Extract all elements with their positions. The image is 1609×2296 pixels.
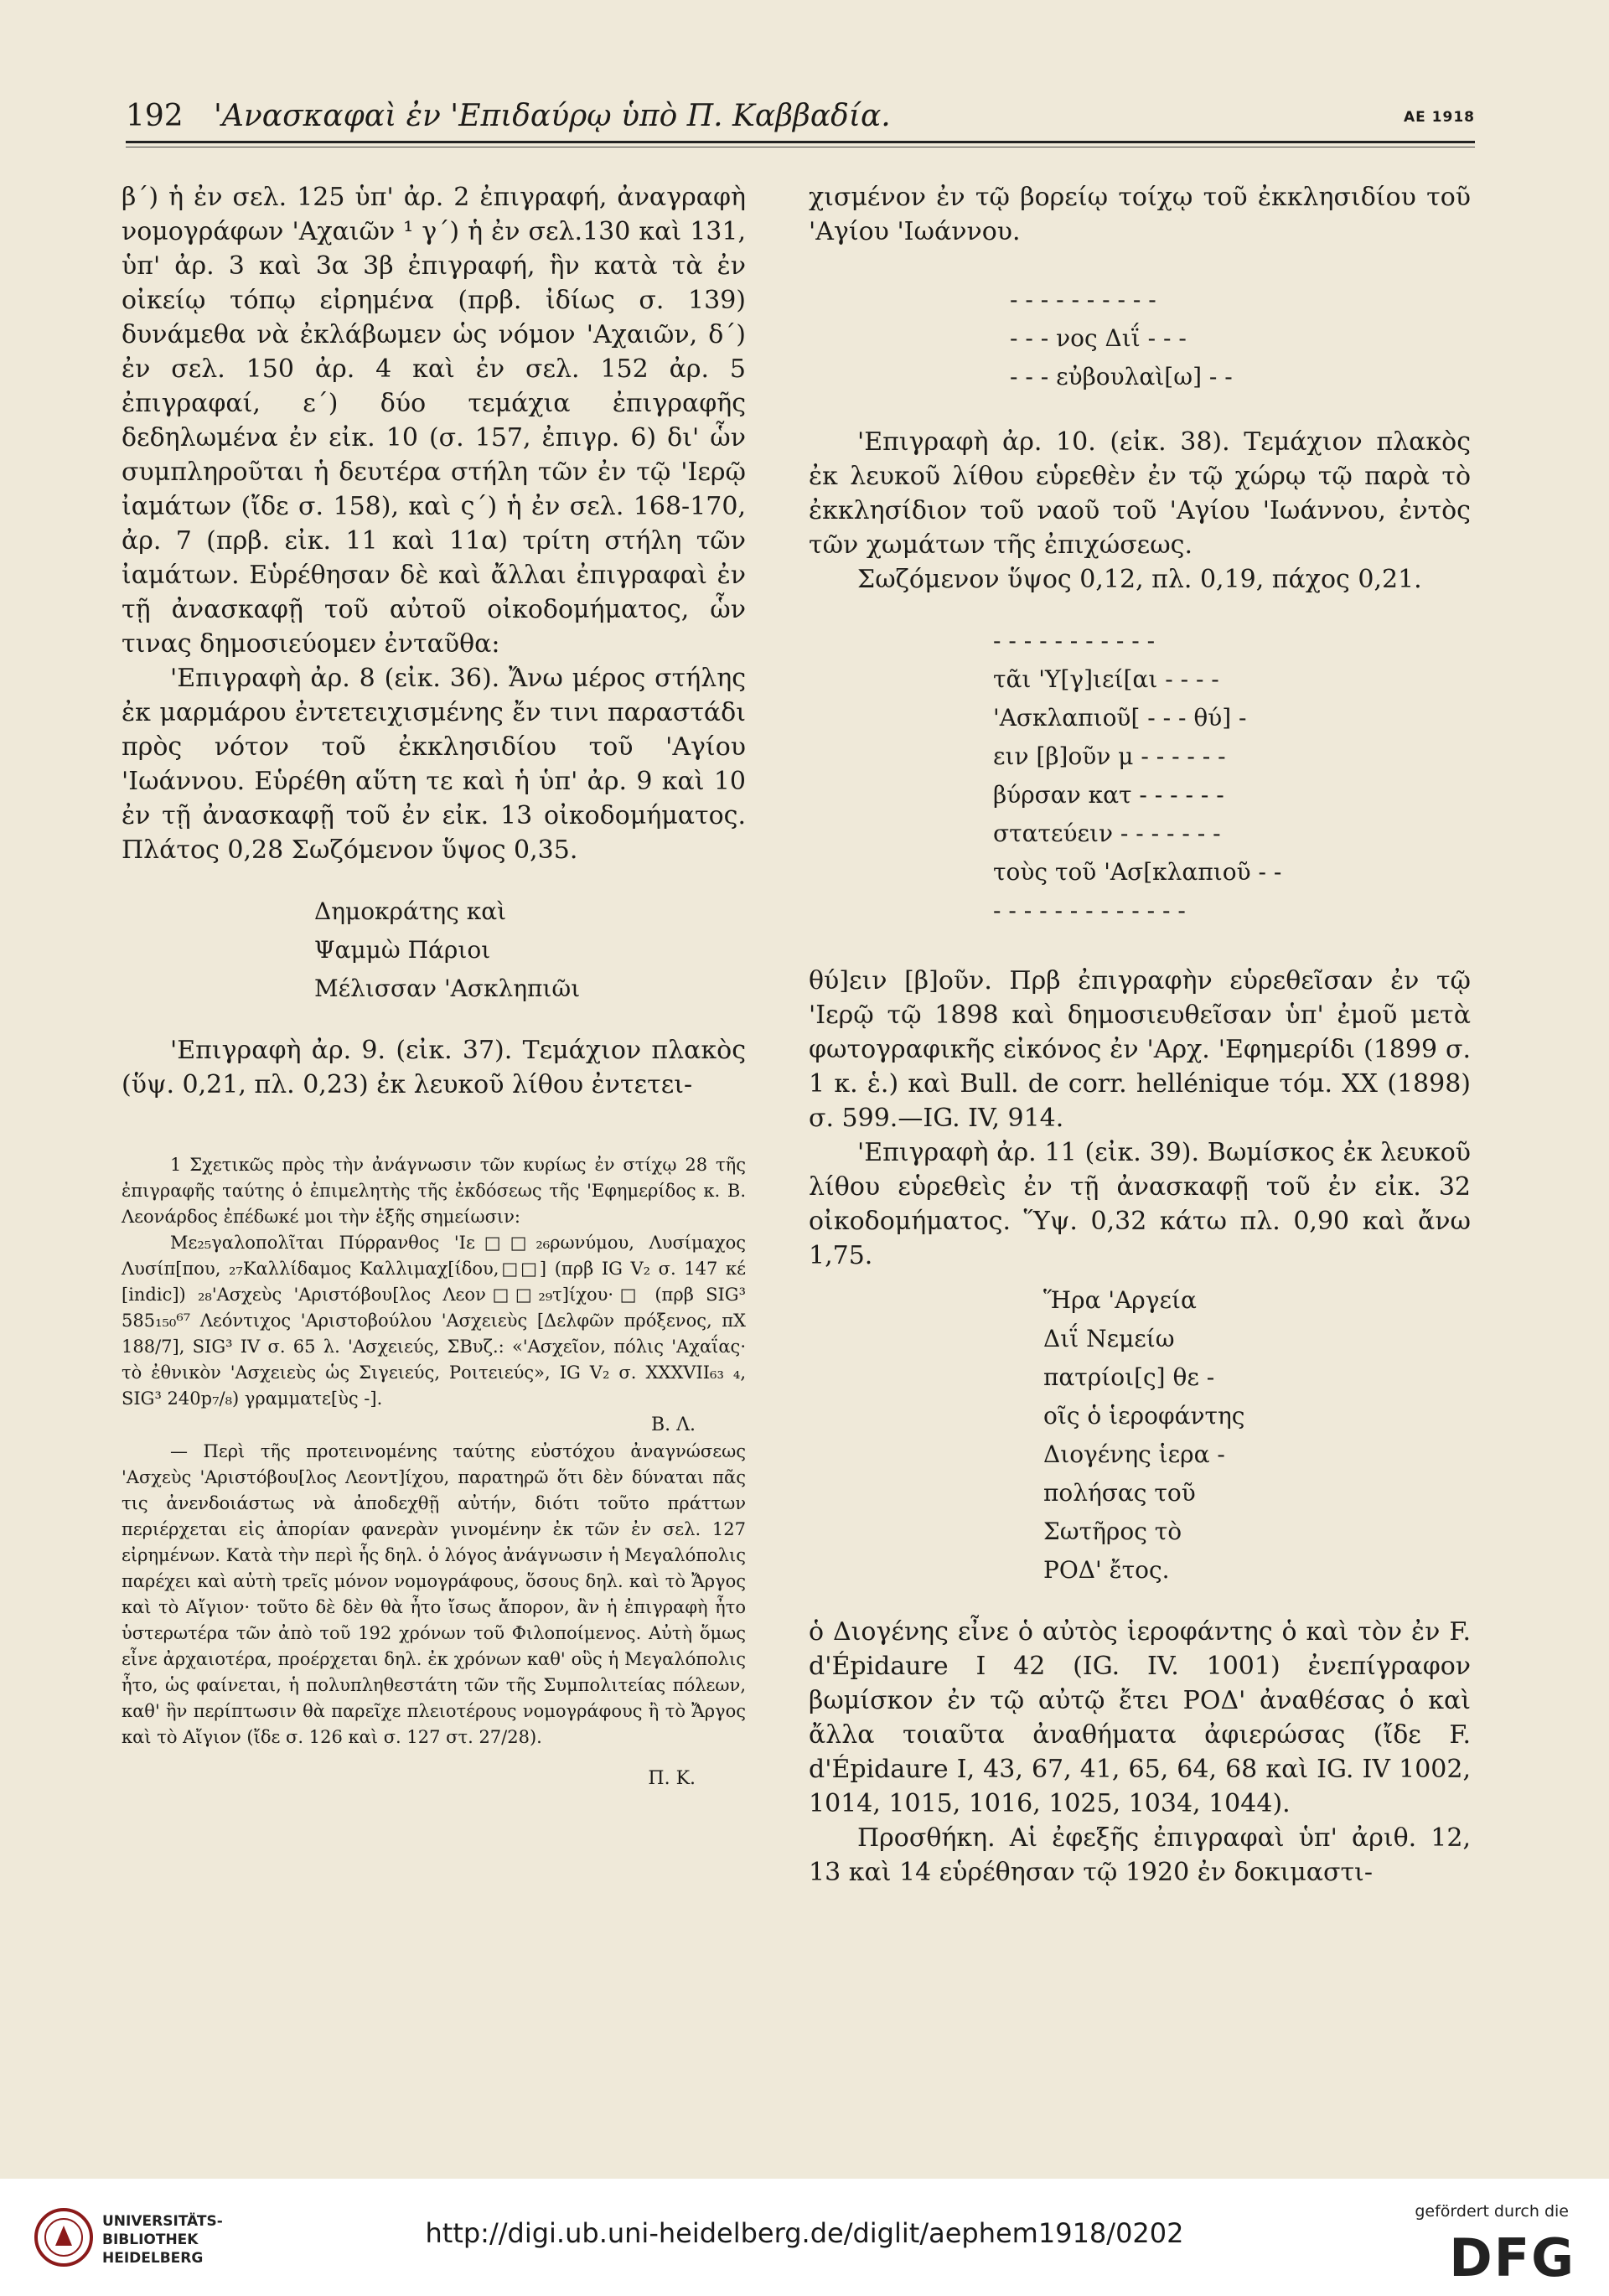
inscription-line: - - - εὐβουλαὶ[ω] - -: [1010, 363, 1233, 390]
paragraph: 'Επιγραφὴ ἀρ. 9. (εἰκ. 37). Τεμάχιον πλακὸς (ὕψ. 0,21, πλ. 0,23) ἐκ λευκοῦ λίθου ἐντετει-: [122, 1036, 746, 1099]
inscription-line: Ψαμμὼ Πάριοι: [314, 936, 491, 964]
footnote: Με₂₅γαλοπολῖται Πύρρανθος 'Ιε□□₂₆ρωνύμου, Λυσίμαχος Λυσίπ[που, ₂₇Καλλίδαμος Καλλιμαχ[ίδου,□□] (πρβ IG V₂ σ. 147 κέ [indic]) ₂₈'Ασχεὺς 'Αριστόβου[λος Λεον□□₂₉τ]ίχου·□ (πρβ SIG³ 585₁₅₀⁶⁷ Λεόντιχος 'Αριστοβούλου 'Ασχειεὺς [Δελφῶν πρόξενος, πΧ 188/7], SIG³ IV σ. 65 λ. 'Ασχειεύς, ΣΒυζ.: «'Ασχεῖον, πόλις 'Αχαΐας· τὸ ἐθνικὸν 'Ασχειεὺς ὡς Σιγειεύς, Ροιτειεύς», IG V₂ σ. XXXVII₆₃ ₄, SIG³ 240p₇/₈) γραμματε[ὺς -].: [122, 1233, 746, 1409]
paragraph: θύ]ειν [β]οῦν. Πρβ ἐπιγραφὴν εὑρεθεῖσαν ἐν τῷ 'Ιερῷ τῷ 1898 καὶ δημοσιευθεῖσαν ὑπ' ἐμοῦ μετὰ φωτογραφικῆς εἰκόνος ἐν 'Αρχ. 'Εφημερίδι (1899 σ. 1 κ. ἑ.) καὶ Bull. de corr. hellénique τόμ. XX (1898) σ. 599.—IG. IV, 914.: [809, 966, 1471, 1133]
footnote-signature: Β. Λ.: [650, 1414, 696, 1435]
inscription-8: [314, 892, 746, 1008]
inscription-line: οῖς ὁ ἱεροφάντης: [1043, 1402, 1245, 1430]
paragraph: χισμένον ἐν τῷ βορείῳ τοίχῳ τοῦ ἐκκλησιδίου τοῦ 'Αγίου 'Ιωάννου.: [809, 183, 1471, 246]
dfg-logo: DFG: [1449, 2227, 1575, 2288]
university-name: UNIVERSITÄTS- BIBLIOTHEK HEIDELBERG: [102, 2213, 223, 2267]
inscription-line: Δημοκράτης καὶ: [314, 897, 507, 925]
paragraph: Προσθήκη. Αἱ ἐφεξῆς ἐπιγραφαὶ ὑπ' ἀριθ. 12, 13 καὶ 14 εὑρέθησαν τῷ 1920 ἐν δοκιμαστι-: [809, 1823, 1471, 1887]
footnote: — Περὶ τῆς προτεινομένης ταύτης εὐστόχου ἀναγνώσεως 'Ασχεὺς 'Αριστόβου[λος Λεοντ]ίχου, παρατηρῶ ὅτι δὲν δύναται πᾶς τις ἀνενδοιάστως νὰ ἀποδεχθῇ αὐτήν, διότι τοῦτο πράττων περιέρχεται εἰς ἀπορίαν φανερὰν γινομένην ἐκ τῶν ἐν σελ. 127 εἰρημένων. Κατὰ τὴν περὶ ἧς δηλ. ὁ λόγος ἀνάγνωσιν ἡ Μεγαλόπολις παρέχει καὶ αὐτὴ τρεῖς μόνον νομογράφους, ὅσους δηλ. καὶ τὸ Ἄργος καὶ τὸ Αἴγιον· τοῦτο δὲ δὲν θὰ ἦτο ἴσως ἄπορον, ἂν ἡ ἐπιγραφὴ ἦτο ὑστερωτέρα τῶν ἀπὸ τοῦ 192 χρόνων τοῦ Φιλοποίμενος. Αὐτὴ ὅμως εἶνε ἀρχαιοτέρα, προέρχεται δηλ. ἐκ χρόνων καθ' οὓς ἡ Μεγαλόπολις ἦτο, ὡς φαίνεται, ἡ πολυπληθεστάτη τῶν τῆς Συμπολιτείας πόλεων, καθ' ἣν περίπτωσιν θὰ παρεῖχε πλειοτέρους νομογράφους ἢ τὸ Ἄργος καὶ τὸ Αἴγιον (ἴδε σ. 126 καὶ σ. 127 στ. 27/28).: [122, 1441, 746, 1747]
page-number: 192: [126, 99, 184, 133]
footnote: 1 Σχετικῶς πρὸς τὴν ἀνάγνωσιν τῶν κυρίως ἐν στίχῳ 28 τῆς ἐπιγραφῆς ταύτης ὁ ἐπιμελητὴς τῆς ἐκδόσεως τῆς 'Εφημερίδος κ. Β. Λεονάρδος ἐπέδωκέ μοι τὴν ἑξῆς σημείωσιν:: [122, 1155, 746, 1227]
header-rule: [126, 141, 1475, 143]
inscription-line: - - - - - - - - - - -: [993, 627, 1156, 654]
inscription-line: στατεύειν - - - - - - -: [993, 820, 1221, 847]
inscription-line: ειν [β]οῦν μ - - - - - -: [993, 742, 1226, 770]
inscription-line: Ἥρα 'Αργεία: [1043, 1286, 1197, 1314]
paragraph: β΄) ἡ ἐν σελ. 125 ὑπ' ἀρ. 2 ἐπιγραφή, ἀναγραφὴ νομογράφων 'Αχαιῶν ¹ γ΄) ἡ ἐν σελ.130 καὶ 131, ὑπ' ἀρ. 3 καὶ 3α 3β ἐπιγραφή, ἣν κατὰ τὰ ἐν οἰκείῳ τόπῳ εἰρημένα (πρβ. ἰδίως σ. 139) δυνάμεθα νὰ ἐκλάβωμεν ὡς νόμον 'Αχαιῶν, δ΄) ἐν σελ. 150 ἀρ. 4 καὶ ἐν σελ. 152 ἀρ. 5 ἐπιγραφαί, ε΄) δύο τεμάχια ἐπιγραφῆς δεδηλωμένα ἐν εἰκ. 10 (σ. 157, ἐπιγρ. 6) δι' ὧν συμπληροῦται ἡ δευτέρα στήλη τῶν ἐν τῷ 'Ιερῷ ἰαμάτων (ἴδε σ. 158), καὶ ς΄) ἡ ἐν σελ. 168-170, ἀρ. 7 (πρβ. εἰκ. 11 καὶ 11α) τρίτη στήλη τῶν ἰαμάτων. Εὑρέθησαν δὲ καὶ ἄλλαι ἐπιγραφαὶ ἐν τῇ ἀνασκαφῇ τοῦ αὐτοῦ οἰκοδομήματος, ὧν τινας δημοσιεύομεν ἐνταῦθα:: [122, 183, 746, 659]
right-column: [809, 180, 1471, 1890]
left-column: [122, 180, 746, 1792]
paragraph: Σωζόμενον ὕψος 0,12, πλ. 0,19, πάχος 0,21.: [857, 565, 1422, 594]
running-title: 'Ανασκαφαὶ ἐν 'Επιδαύρῳ ὑπὸ Π. Καββαδία.: [214, 99, 891, 133]
footnote-signature: Π. Κ.: [648, 1768, 696, 1789]
inscription-line: πολήσας τοῦ: [1043, 1479, 1196, 1507]
inscription-line: Μέλισσαν 'Ασκληπιῶι: [314, 975, 581, 1002]
paragraph: ὁ Διογένης εἶνε ὁ αὐτὸς ἱεροφάντης ὁ καὶ τὸν ἐν F. d'Épidaure I 42 (IG. IV. 1001) ἐνεπίγραφον βωμίσκον ἐν τῷ αὐτῷ ἔτει ΡΟΔ' ἀναθέσας ὁ καὶ ἄλλα τοιαῦτα ἀναθήματα ἀφιερώσας (ἴδε F. d'Épidaure I, 43, 67, 41, 65, 64, 68 καὶ IG. IV 1002, 1014, 1015, 1016, 1025, 1034, 1044).: [809, 1617, 1471, 1818]
inscription-10: [993, 622, 1471, 930]
inscription-line: - - - - - - - - - -: [1010, 286, 1156, 313]
footnotes: [122, 1152, 746, 1792]
paragraph: 'Επιγραφὴ ἀρ. 11 (εἰκ. 39). Βωμίσκος ἐκ λευκοῦ λίθου εὑρεθεὶς ἐν τῇ ἀνασκαφῇ τοῦ ἐν εἰκ. 32 οἰκοδομήματος. Ὕψ. 0,32 κάτω πλ. 0,90 καὶ ἄνω 1,75.: [809, 1138, 1471, 1270]
paragraph: 'Επιγραφὴ ἀρ. 8 (εἰκ. 36). Ἄνω μέρος στήλης ἐκ μαρμάρου ἐντετειχισμένης ἔν τινι παραστάδι πρὸς νότον τοῦ ἐκκλησιδίου τοῦ 'Αγίου 'Ιωάννου. Εὑρέθη αὕτη τε καὶ ἡ ὑπ' ἀρ. 9 καὶ 10 ἐν τῇ ἀνασκαφῇ τοῦ ἐν εἰκ. 13 οἰκοδομήματος. Πλάτος 0,28 Σωζόμενον ὕψος 0,35.: [122, 664, 746, 865]
journal-label: ΑΕ 1918: [1403, 109, 1475, 126]
inscription-line: 'Ασκλαπιοῦ[ - - - θύ] -: [993, 704, 1247, 732]
inscription-line: ΡΟΔ' ἔτος.: [1043, 1556, 1170, 1584]
running-header: [126, 99, 1475, 141]
source-url-link[interactable]: http://digi.ub.uni-heidelberg.de/diglit/aephem1918/0202: [425, 2217, 1184, 2249]
inscription-9: [1010, 281, 1471, 396]
inscription-line: Διΐ Νεμείω: [1043, 1325, 1175, 1352]
inscription-line: τᾶι 'Υ[γ]ιεί[αι - - - -: [993, 665, 1219, 693]
inscription-line: βύρσαν κατ - - - - - -: [993, 781, 1224, 809]
footer-bar: [0, 2179, 1609, 2296]
inscription-line: - - - νος Διΐ - - -: [1010, 324, 1187, 352]
inscription-line: Σωτῆρος τὸ: [1043, 1518, 1182, 1545]
funded-by-label: gefördert durch die: [1415, 2202, 1569, 2221]
inscription-11: [1043, 1281, 1471, 1590]
inscription-line: τοὺς τοῦ 'Ασ[κλαπιοῦ - -: [993, 858, 1282, 886]
paragraph: 'Επιγραφὴ ἀρ. 10. (εἰκ. 38). Τεμάχιον πλακὸς ἐκ λευκοῦ λίθου εὑρεθὲν ἐν τῷ χώρῳ τῷ παρὰ τὸ ἐκκλησίδιον τοῦ ναοῦ τοῦ 'Αγίου 'Ιωάννου, ἐντὸς τῶν χωμάτων τῆς ἐπιχώσεως.: [809, 427, 1471, 560]
inscription-line: πατρίοι[ς] θε -: [1043, 1363, 1215, 1391]
inscription-line: - - - - - - - - - - - - -: [993, 897, 1186, 924]
inscription-line: Διογένης ἱερα -: [1043, 1440, 1225, 1468]
